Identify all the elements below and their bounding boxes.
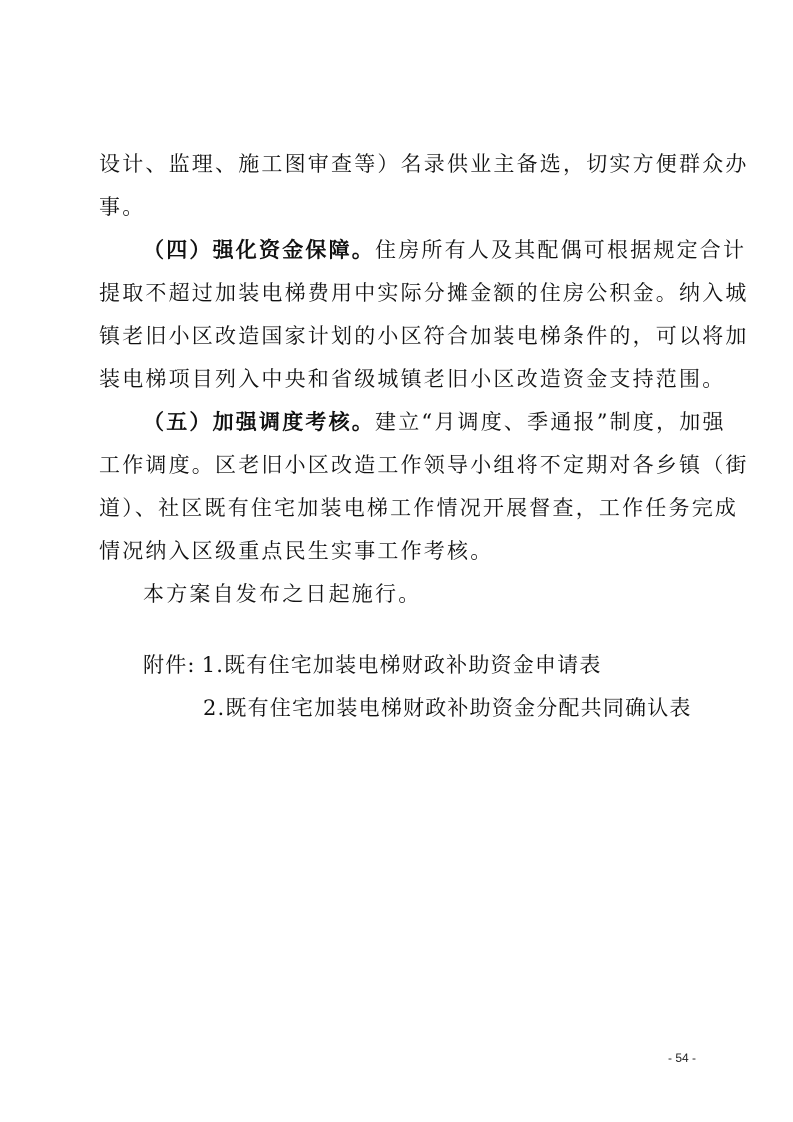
section-5-line-4: 情况纳入区级重点民生实事工作考核。 — [99, 539, 494, 563]
paragraph-line — [99, 279, 749, 307]
section-5-line-2: 工作调度。区老旧小区改造工作领导小组将不定期对各乡镇（街 — [99, 453, 749, 477]
section-5-heading: （五）加强调度考核。 — [143, 409, 375, 434]
section-4-line-2: 提取不超过加装电梯费用中实际分摊金额的住房公积金。纳入城 — [99, 281, 749, 305]
section-4-line-4: 装电梯项目列入中央和省级城镇老旧小区改造资金支持范围。 — [99, 367, 726, 391]
paragraph-line — [99, 322, 749, 350]
continuation-line-1: 设计、监理、施工图审查等）名录供业主备选，切实方便群众办 — [99, 152, 749, 176]
paragraph-line — [99, 365, 725, 393]
section-4-heading: （四）强化资金保障。 — [143, 237, 375, 262]
section-5-line-1 — [143, 408, 726, 436]
attachment-item-1: 1.既有住宅加装电梯财政补助资金申请表 — [201, 653, 602, 677]
section-4-text: 住房所有人及其配偶可根据规定合计 — [375, 238, 747, 262]
paragraph-line — [99, 451, 749, 479]
effective-statement: 本方案自发布之日起施行。 — [143, 582, 422, 606]
section-5-text: 建立“月调度、季通报”制度，加强 — [375, 410, 726, 434]
attachments-line-1 — [143, 651, 602, 679]
effective-statement-line — [143, 580, 421, 608]
paragraph-line — [99, 494, 738, 522]
attachments-label: 附件: — [143, 653, 196, 677]
attachment-item-2: 2.既有住宅加装电梯财政补助资金分配共同确认表 — [203, 696, 692, 720]
attachments-line-2 — [203, 694, 692, 722]
page-number: - 54 - — [667, 1051, 696, 1065]
section-4-line-3: 镇老旧小区改造国家计划的小区符合加装电梯条件的，可以将加 — [99, 324, 749, 348]
section-5-line-3: 道）、社区既有住宅加装电梯工作情况开展督查，工作任务完成 — [99, 496, 739, 520]
section-4-line-1 — [143, 236, 746, 264]
paragraph-line — [99, 150, 749, 178]
continuation-line-2: 事。 — [99, 195, 146, 219]
paragraph-line — [99, 537, 493, 565]
paragraph-line — [99, 193, 145, 221]
